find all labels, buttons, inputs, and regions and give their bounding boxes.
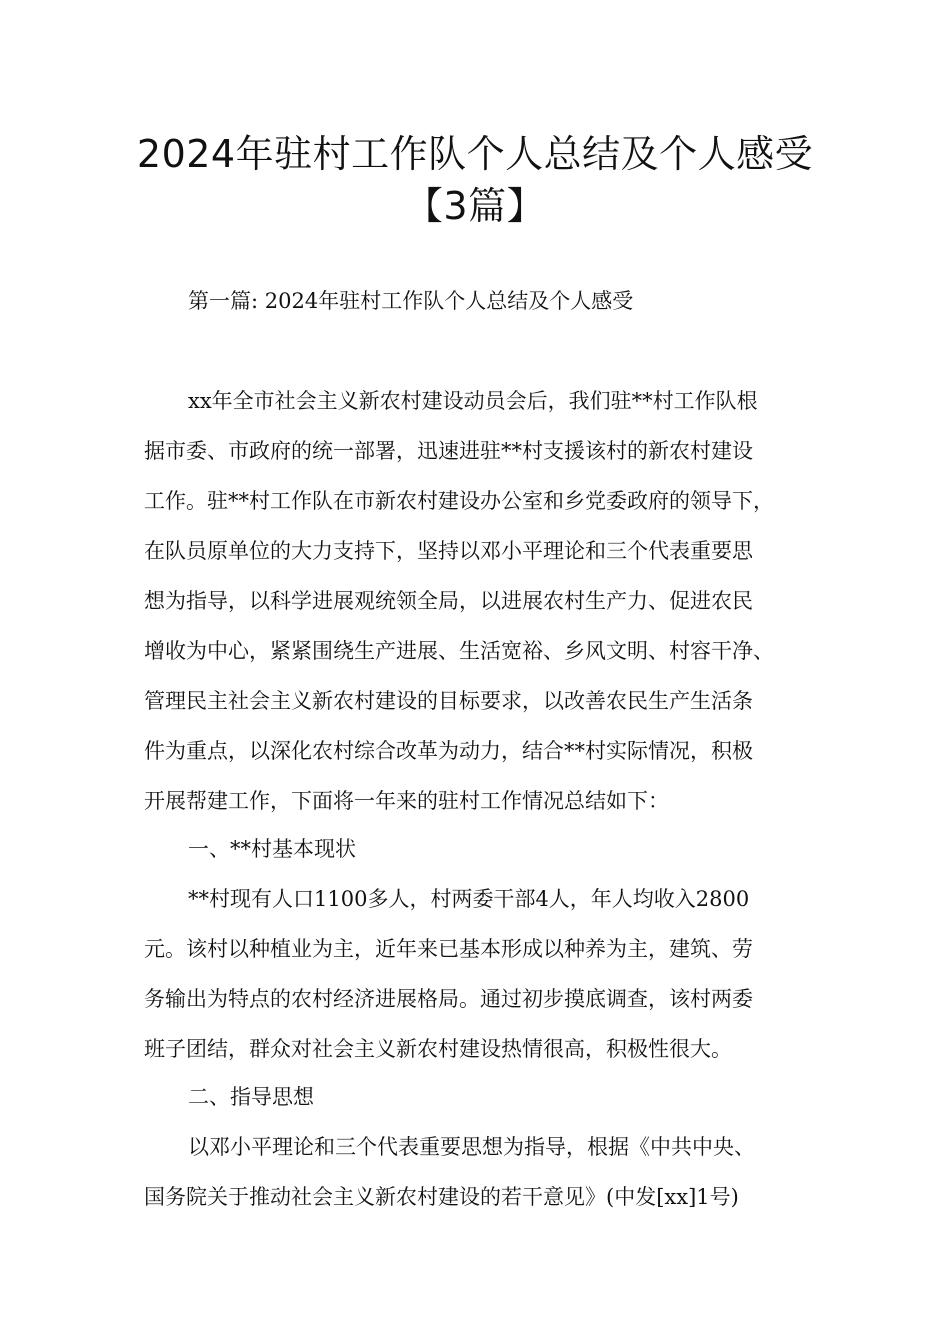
document-title-line-1: 2024年驻村工作队个人总结及个人感受 — [136, 132, 814, 176]
paragraph-1-line-3: 工作。驻**村工作队在市新农村建设办公室和乡党委政府的领导下， — [144, 489, 774, 513]
section-heading-2: 二、指导思想 — [188, 1085, 314, 1109]
paragraph-1-line-2: 据市委、市政府的统一部署，迅速进驻**村支援该村的新农村建设 — [144, 439, 753, 463]
paragraph-1-line-6: 增收为中心，紧紧围绕生产进展、生活宽裕、乡风文明、村容干净、 — [144, 639, 774, 663]
paragraph-2-line-1: **村现有人口1100多人，村两委干部4人，年人均收入2800 — [188, 887, 750, 911]
paragraph-2-line-2: 元。该村以种植业为主，近年来已基本形成以种养为主，建筑、劳 — [144, 937, 753, 961]
paragraph-1-line-4: 在队员原单位的大力支持下，坚持以邓小平理论和三个代表重要思 — [144, 539, 753, 563]
paragraph-1-line-5: 想为指导，以科学进展观统领全局，以进展农村生产力、促进农民 — [144, 589, 753, 613]
paragraph-3-line-1: 以邓小平理论和三个代表重要思想为指导，根据《中共中央、 — [188, 1135, 755, 1159]
paragraph-1-line-7: 管理民主社会主义新农村建设的目标要求，以改善农民生产生活条 — [144, 689, 753, 713]
section-subtitle: 第一篇: 2024年驻村工作队个人总结及个人感受 — [188, 289, 634, 313]
paragraph-1-line-8: 件为重点，以深化农村综合改革为动力，结合**村实际情况，积极 — [144, 739, 753, 763]
paragraph-3-line-2: 国务院关于推动社会主义新农村建设的若干意见》(中发[xx]1号) — [144, 1185, 739, 1209]
paragraph-1-line-9: 开展帮建工作，下面将一年来的驻村工作情况总结如下： — [144, 789, 669, 813]
paragraph-2-line-4: 班子团结，群众对社会主义新农村建设热情很高，积极性很大。 — [144, 1037, 732, 1061]
paragraph-2-line-3: 务输出为特点的农村经济进展格局。通过初步摸底调查，该村两委 — [144, 987, 753, 1011]
section-heading-1: 一、**村基本现状 — [188, 837, 356, 861]
document-title-line-2: 【3篇】 — [404, 184, 546, 228]
paragraph-1-line-1: xx年全市社会主义新农村建设动员会后，我们驻**村工作队根 — [188, 389, 758, 413]
